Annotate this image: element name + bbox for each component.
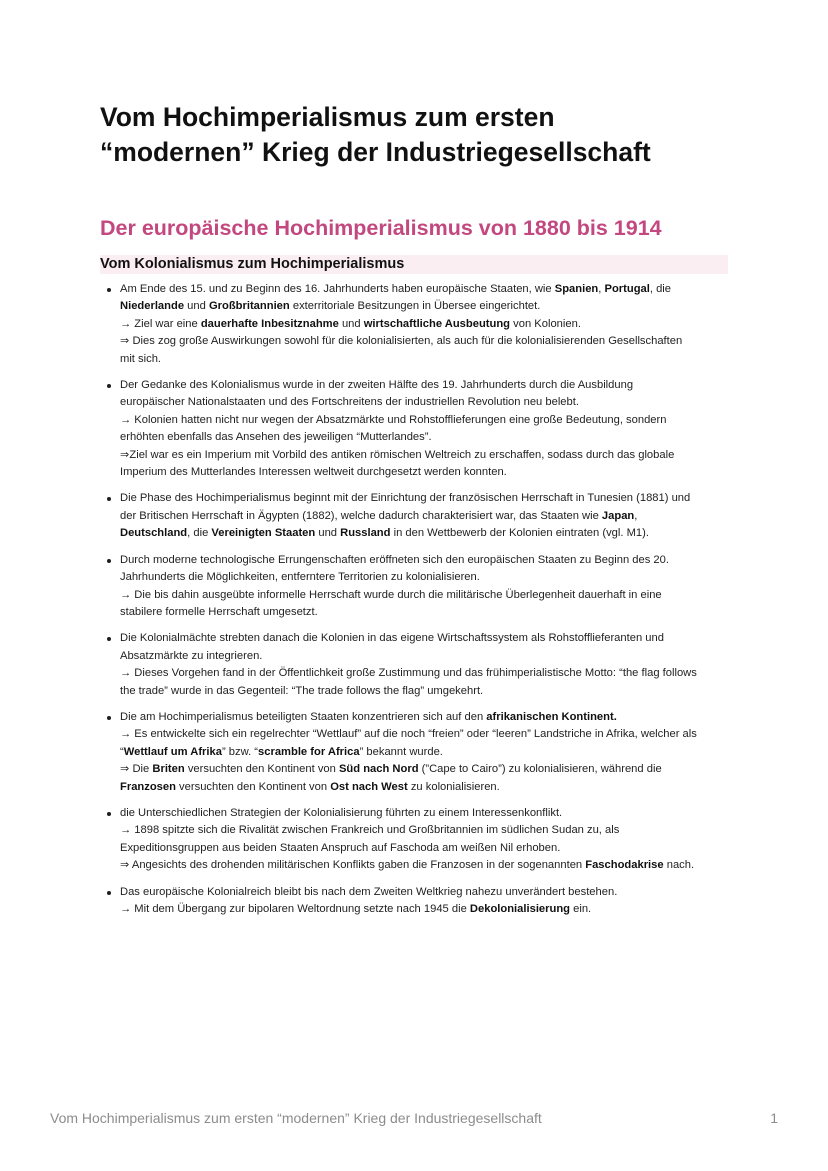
text-line	[120, 377, 728, 394]
subsection-heading: Vom Kolonialismus zum Hochimperialismus	[100, 255, 728, 274]
document-page	[100, 100, 728, 927]
text-line	[120, 683, 728, 700]
text-line	[120, 316, 728, 333]
text-segment: die Unterschiedlichen Strategien der Kolonialisierung führten zu einem Interessenkonflikt.	[120, 806, 563, 819]
list-item	[100, 884, 728, 919]
list-item	[100, 709, 728, 796]
text-segment: von Kolonien.	[510, 317, 581, 330]
bold-term: Vereinigten Staaten	[211, 527, 316, 540]
text-line	[120, 508, 728, 525]
text-segment: versuchten den Kontinent von	[184, 763, 339, 776]
text-line	[120, 840, 728, 857]
footer-title: Vom Hochimperialismus zum ersten “modernen” Krieg der Industriegesellschaft	[50, 1110, 542, 1126]
text-segment: Durch moderne technologische Errungenschaften eröffneten sich den europäischen Staaten zu Beginn des 20.	[120, 553, 669, 566]
text-segment: ,	[634, 509, 638, 522]
text-segment: → Dieses Vorgehen fand in der Öffentlichkeit große Zustimmung und das frühimperialistische Motto: “the flag follows	[120, 667, 697, 680]
text-segment: stabilere formelle Herrschaft umgesetzt.	[120, 605, 318, 618]
text-segment: mit sich.	[120, 352, 162, 365]
text-line	[120, 281, 728, 298]
text-segment: und	[338, 317, 364, 330]
list-item	[100, 552, 728, 622]
text-line	[120, 648, 728, 665]
text-segment: Die Kolonialmächte strebten danach die Kolonien in das eigene Wirtschaftssystem als Rohstofflieferanten und	[120, 632, 664, 645]
text-segment: the trade” wurde in das Gegenteil: “The trade follows the flag” umgekehrt.	[120, 684, 484, 697]
text-segment: Imperium des Mutterlandes Interessen weltweit durchgesetzt werden konnten.	[120, 466, 507, 479]
bold-term: scramble for Africa	[258, 745, 360, 758]
text-segment: → Es entwickelte sich ein regelrechter “Wettlauf” auf die noch “freien” oder “leeren” Landstriche in Afrika, welcher als	[120, 728, 697, 741]
text-segment: Die am Hochimperialismus beteiligten Staaten konzentrieren sich auf den	[120, 710, 487, 723]
text-line	[120, 901, 728, 918]
text-segment: versuchten den Kontinent von	[175, 780, 331, 793]
text-segment: zu kolonialisieren.	[407, 780, 500, 793]
text-segment: in den Wettbewerb der Kolonien eintraten (vgl. M1).	[390, 527, 649, 540]
text-segment: ⇒ Dies zog große Auswirkungen sowohl für die kolonialisierten, als auch für die kolonialisierenden Gesellschaften	[120, 335, 683, 348]
bold-term: Faschodakrise	[585, 859, 664, 872]
text-line	[120, 298, 728, 315]
text-segment: → Mit dem Übergang zur bipolaren Weltordnung setzte nach 1945 die	[120, 903, 470, 915]
text-segment: europäischer Nationalstaaten und des Fortschreitens der industriellen Revolution neu belebt.	[120, 396, 579, 409]
text-segment: , die	[187, 527, 212, 540]
text-segment: ⇒Ziel war es ein Imperium mit Vorbild des antiken römischen Weltreich zu erschaffen, sodass durch das globale	[120, 448, 675, 461]
text-line	[120, 587, 728, 604]
text-segment: ,	[598, 283, 605, 295]
bullet-list	[100, 281, 728, 918]
page-footer	[50, 1110, 778, 1126]
text-line	[120, 805, 728, 822]
list-item	[100, 377, 728, 481]
text-segment: Am Ende des 15. und zu Beginn des 16. Jahrhunderts haben europäische Staaten, wie	[120, 283, 555, 295]
page-title	[100, 100, 728, 170]
text-segment: → Die bis dahin ausgeübte informelle Herrschaft wurde durch die militärische Überlegenheit dauerhaft in eine	[120, 588, 662, 601]
text-segment: und	[184, 300, 209, 313]
bold-term: Deutschland	[120, 527, 188, 540]
bold-term: Ost nach West	[330, 780, 408, 793]
text-segment: der Britischen Herrschaft in Ägypten (1882), welche dadurch charakterisiert war, das Staaten wie	[120, 509, 602, 522]
bold-term: Franzosen	[120, 780, 176, 793]
text-segment: Expeditionsgruppen aus beiden Staaten Anspruch auf Faschoda am weißen Nil erhoben.	[120, 841, 561, 854]
text-line	[120, 552, 728, 569]
text-segment: , die	[649, 283, 672, 295]
text-line	[120, 490, 728, 507]
bold-term: Russland	[340, 527, 391, 540]
text-segment: Absatzmärkte zu integrieren.	[120, 649, 263, 662]
bold-term: Briten	[152, 763, 185, 776]
bold-term: Dekolonialisierung	[469, 903, 571, 915]
bold-term: wirtschaftliche Ausbeutung	[363, 317, 511, 330]
text-segment: ” bzw. “	[221, 745, 259, 758]
text-line	[120, 569, 728, 586]
text-segment: ⇒ Die	[120, 763, 153, 776]
bold-term: Großbritannien	[208, 300, 290, 313]
list-item	[100, 281, 728, 368]
title-line-1: Vom Hochimperialismus zum ersten	[100, 102, 555, 132]
text-line	[120, 709, 728, 726]
text-segment: nach.	[663, 859, 695, 872]
text-segment: ein.	[570, 903, 592, 915]
text-segment: → 1898 spitzte sich die Rivalität zwischen Frankreich und Großbritannien im südlichen Sudan zu, als	[120, 824, 620, 837]
bold-term: Portugal	[604, 283, 650, 295]
text-line	[120, 447, 728, 464]
bold-term: Süd nach Nord	[338, 763, 419, 776]
list-item	[100, 490, 728, 542]
text-segment: Der Gedanke des Kolonialismus wurde in der zweiten Hälfte des 19. Jahrhunderts durch die Ausbildung	[120, 379, 634, 392]
text-line	[120, 630, 728, 647]
text-segment: (”Cape to Cairo”) zu kolonialisieren, während die	[418, 763, 662, 776]
text-line	[120, 726, 728, 743]
text-segment: → Ziel war eine	[120, 317, 201, 330]
text-line	[120, 604, 728, 621]
text-line	[120, 333, 728, 350]
text-line	[120, 779, 728, 796]
text-line	[120, 412, 728, 429]
text-line	[120, 761, 728, 778]
text-segment: → Kolonien hatten nicht nur wegen der Absatzmärkte und Rohstofflieferungen eine große Bedeutung, sondern	[120, 413, 667, 426]
bold-term: dauerhafte Inbesitznahme	[200, 317, 339, 330]
text-line	[120, 394, 728, 411]
bold-term: afrikanischen Kontinent.	[486, 710, 617, 723]
text-line	[120, 525, 728, 542]
text-segment: Das europäische Kolonialreich bleibt bis nach dem Zweiten Weltkrieg nahezu unverändert bestehen.	[120, 885, 618, 898]
section-heading: Der europäische Hochimperialismus von 1880 bis 1914	[100, 216, 662, 240]
text-line	[120, 744, 728, 761]
title-line-2: “modernen” Krieg der Industriegesellschaft	[100, 137, 651, 167]
text-line	[120, 351, 728, 368]
text-line	[120, 822, 728, 839]
text-segment: exterritoriale Besitzungen in Übersee eingerichtet.	[289, 300, 541, 313]
text-segment: ” bekannt wurde.	[359, 745, 443, 758]
bold-term: Spanien	[554, 283, 599, 295]
page-number: 1	[770, 1110, 778, 1126]
list-item	[100, 805, 728, 875]
bold-term: Niederlande	[120, 300, 185, 313]
text-line	[120, 884, 728, 901]
bold-term: Japan	[601, 509, 635, 522]
text-segment: ⇒ Angesichts des drohenden militärischen Konflikts gaben die Franzosen in der sogenannten	[120, 859, 586, 872]
text-segment: “	[120, 745, 124, 758]
text-line	[120, 665, 728, 682]
text-line	[120, 429, 728, 446]
list-item	[100, 630, 728, 700]
bold-term: Wettlauf um Afrika	[123, 745, 222, 758]
text-line	[120, 857, 728, 874]
text-line	[120, 464, 728, 481]
text-segment: Jahrhunderts die Möglichkeiten, entferntere Territorien zu kolonialisieren.	[120, 571, 480, 584]
text-segment: erhöhten ebenfalls das Ansehen des jeweiligen “Mutterlandes”.	[120, 431, 432, 444]
text-segment: und	[315, 527, 341, 540]
text-segment: Die Phase des Hochimperialismus beginnt mit der Einrichtung der französischen Herrschaft in Tunesien (1881) und	[120, 492, 691, 505]
